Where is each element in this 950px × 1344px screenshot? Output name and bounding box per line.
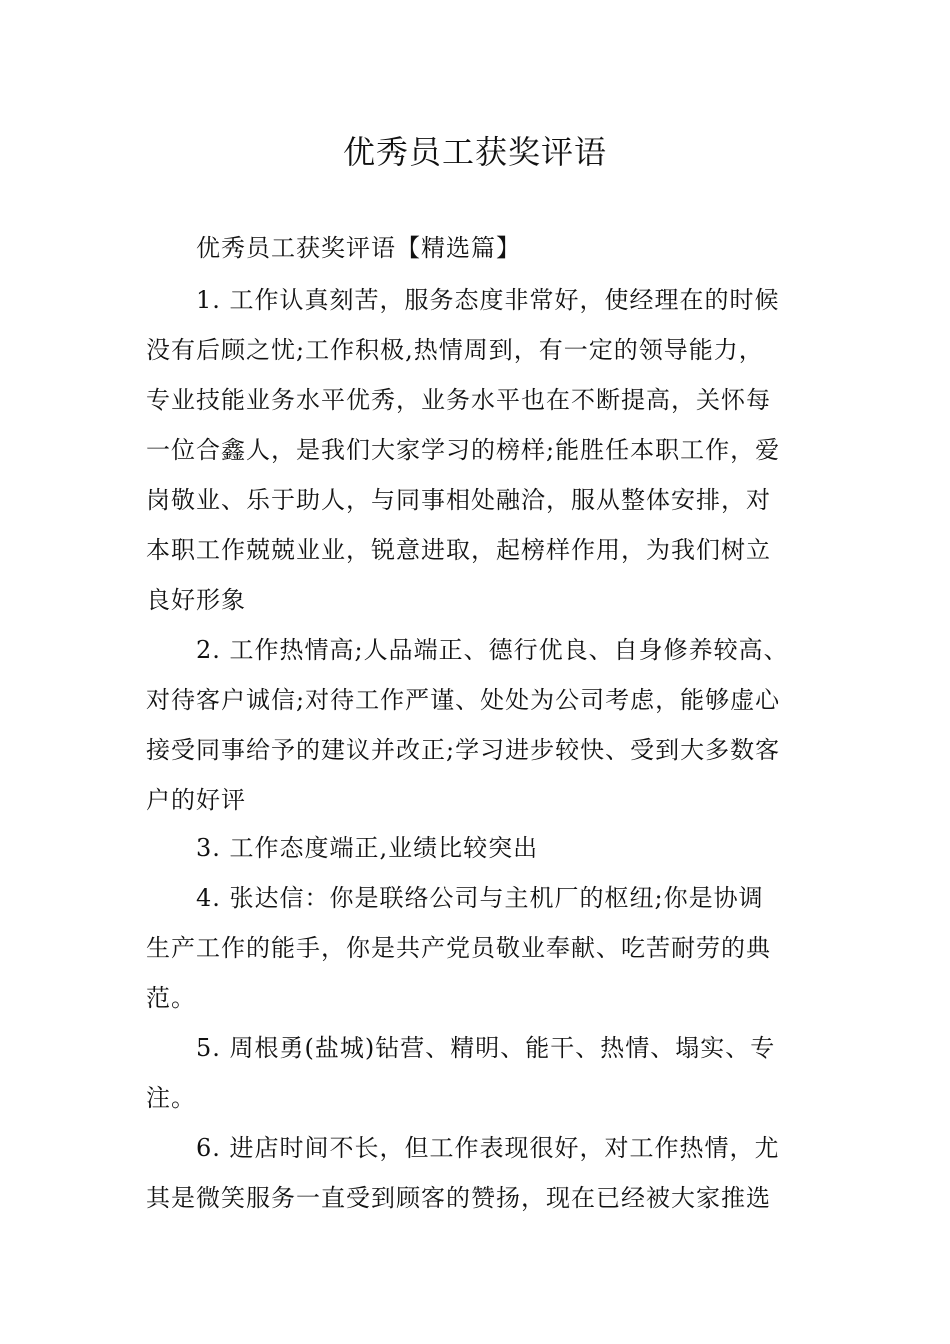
text-line: 对待客户诚信;对待工作严谨、处处为公司考虑，能够虚心 <box>146 686 781 714</box>
text-line: 1. 工作认真刻苦，服务态度非常好，使经理在的时候 <box>196 286 780 314</box>
document-title: 优秀员工获奖评语 <box>342 133 607 171</box>
text-line: 注。 <box>146 1084 196 1112</box>
text-line: 一位合鑫人，是我们大家学习的榜样;能胜任本职工作，爱 <box>146 436 781 464</box>
text-line: 良好形象 <box>146 586 246 614</box>
text-line: 4. 张达信：你是联络公司与主机厂的枢纽;你是协调 <box>196 884 764 912</box>
text-line: 范。 <box>146 984 196 1012</box>
text-line: 2. 工作热情高;人品端正、德行优良、自身修养较高、 <box>196 636 789 664</box>
text-line: 生产工作的能手，你是共产党员敬业奉献、吃苦耐劳的典 <box>146 934 771 962</box>
document-subtitle: 优秀员工获奖评语【精选篇】 <box>196 234 521 262</box>
text-line: 户的好评 <box>146 786 246 814</box>
text-line: 本职工作兢兢业业，锐意进取，起榜样作用，为我们树立 <box>146 536 771 564</box>
text-line: 岗敬业、乐于助人，与同事相处融洽，服从整体安排，对 <box>146 486 771 514</box>
text-line: 专业技能业务水平优秀，业务水平也在不断提高，关怀每 <box>146 386 771 414</box>
text-line: 接受同事给予的建议并改正;学习进步较快、受到大多数客 <box>146 736 781 764</box>
text-line: 没有后顾之忧;工作积极,热情周到，有一定的领导能力， <box>146 336 764 364</box>
text-line: 3. 工作态度端正,业绩比较突出 <box>196 834 539 862</box>
text-line: 5. 周根勇(盐城)钻营、精明、能干、热情、塌实、专 <box>196 1034 776 1062</box>
text-line: 其是微笑服务一直受到顾客的赞扬，现在已经被大家推选 <box>146 1184 771 1212</box>
text-line: 6. 进店时间不长，但工作表现很好，对工作热情，尤 <box>196 1134 780 1162</box>
